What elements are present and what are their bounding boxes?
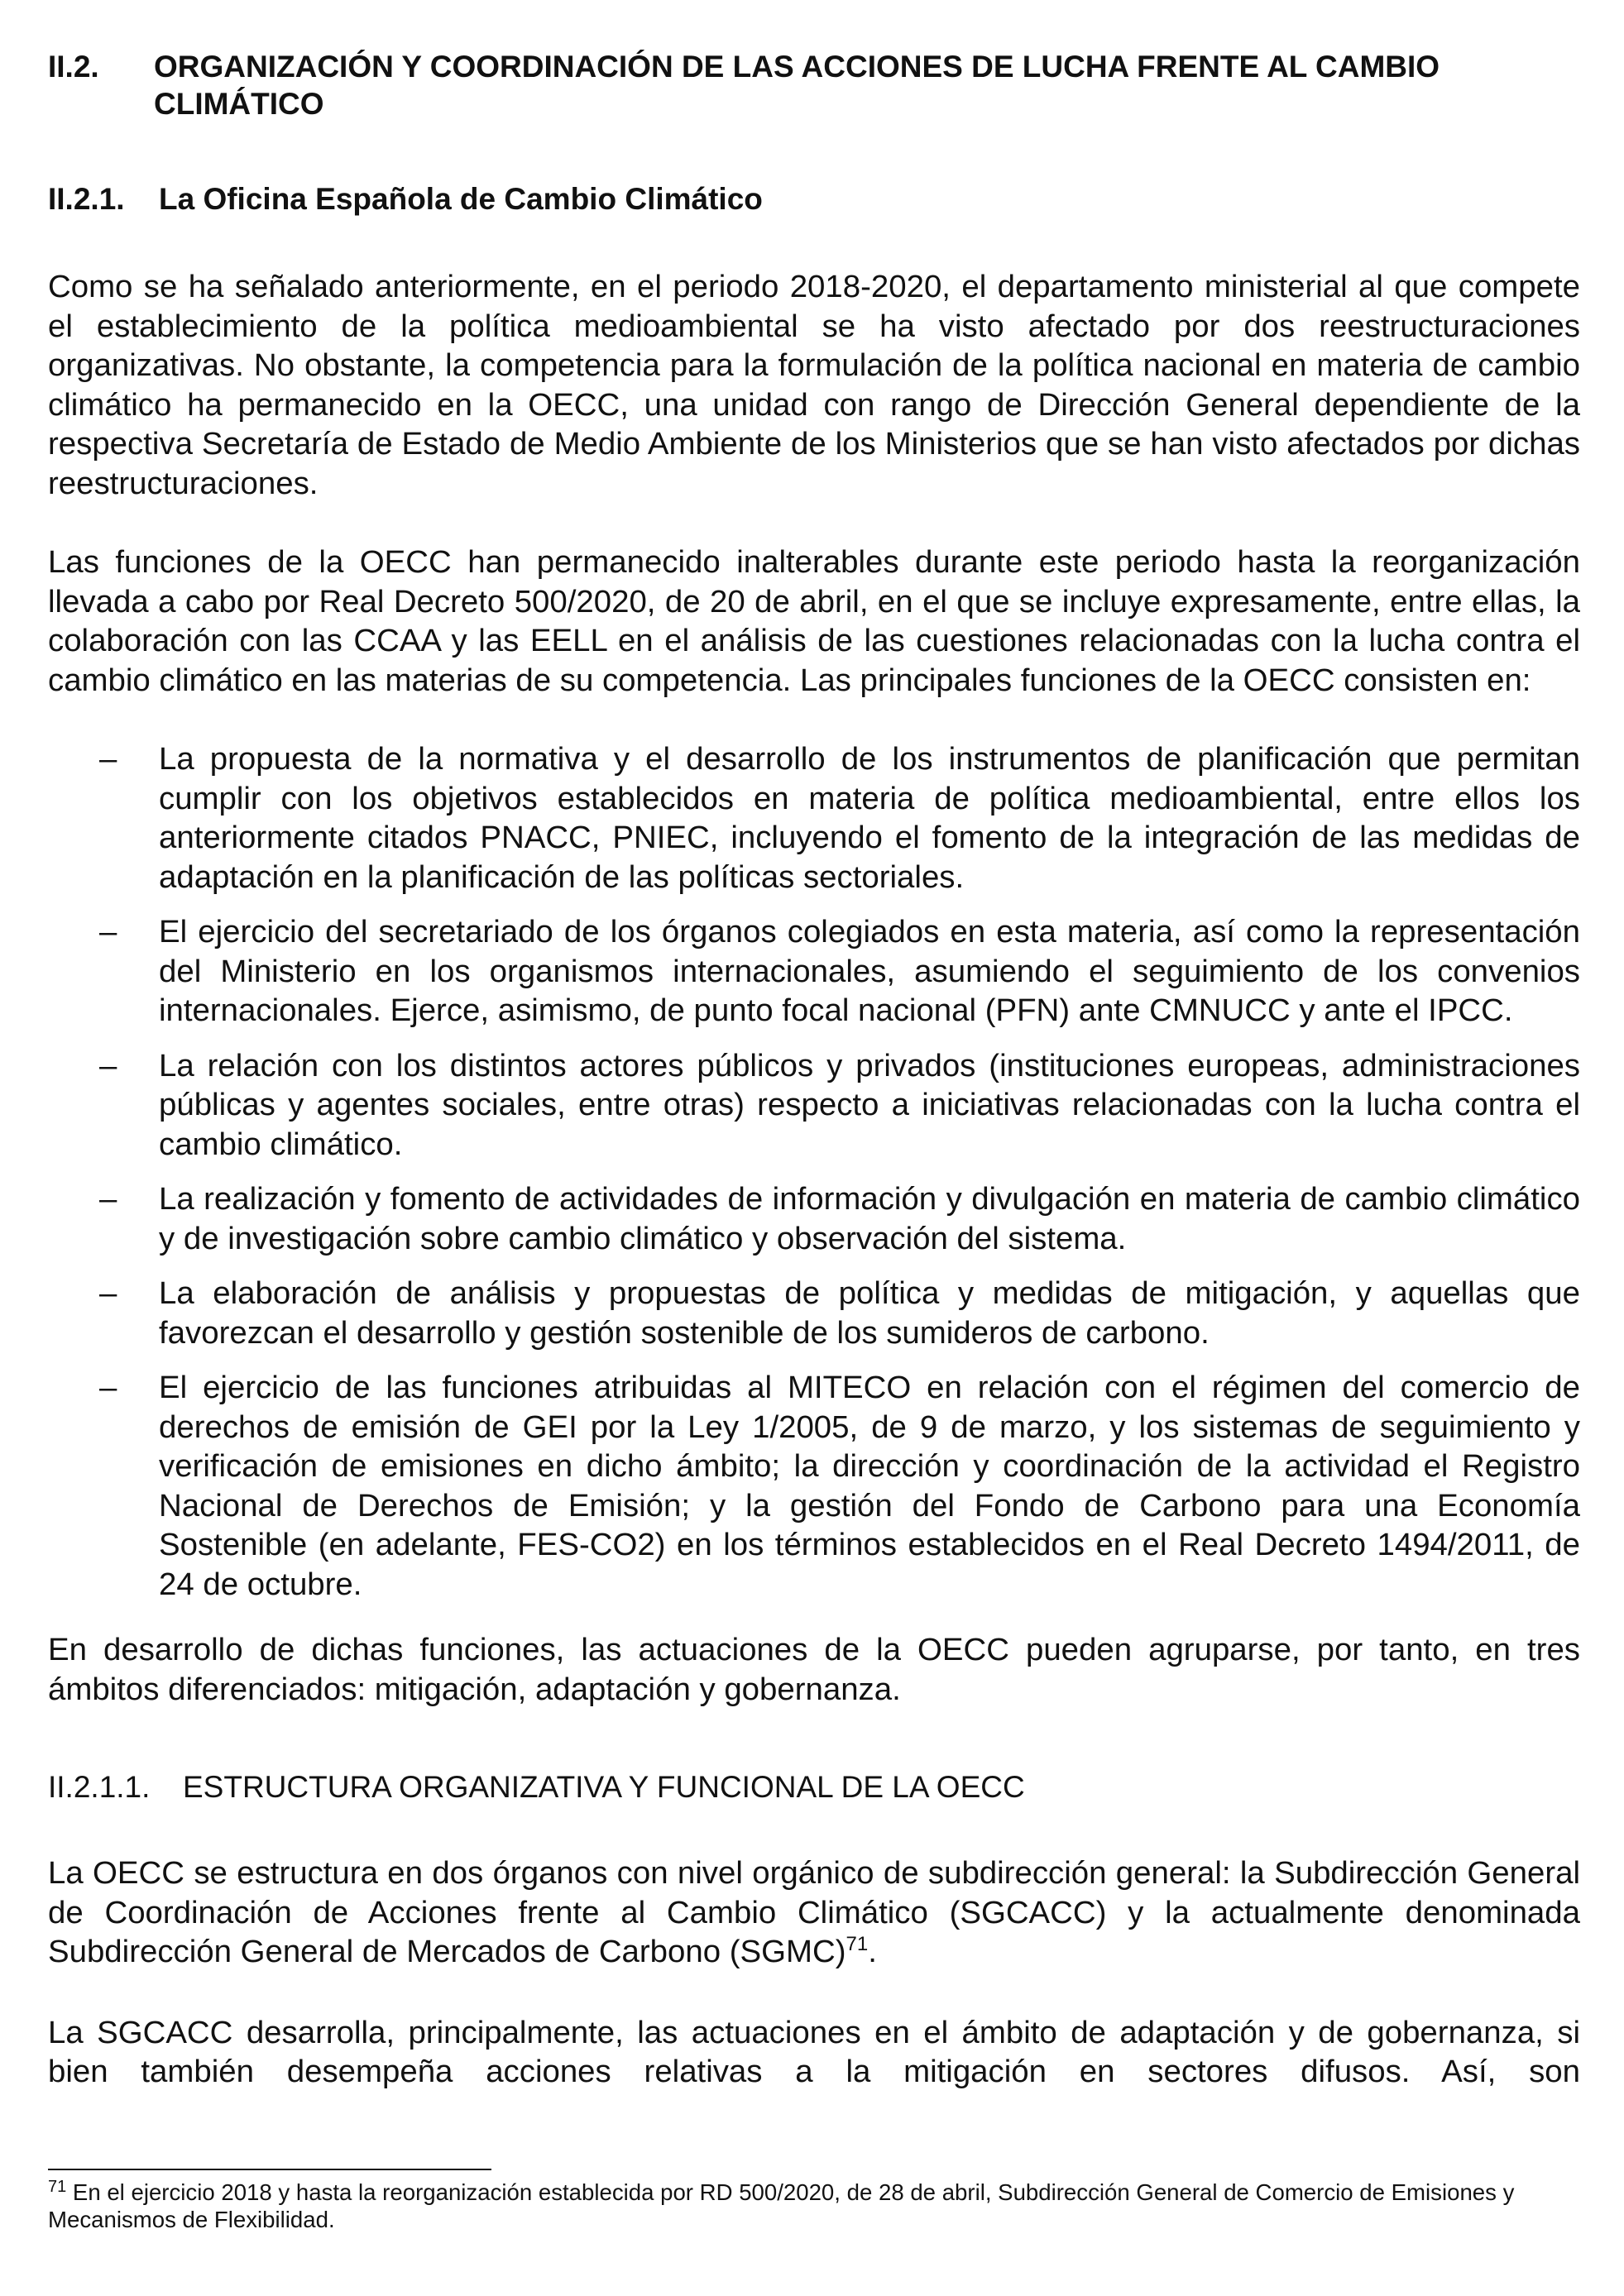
list-item-text: La propuesta de la normativa y el desarrollo de los instrumentos de planificación que permitan cumplir con los objetivos establecidos en materia de política medioambiental, entre ellos los anteriormente citados PNACC, PNIEC, incluyendo el fomento de la integración de las medidas de adaptación en la planificación de las políticas sectoriales.: [159, 741, 1580, 895]
list-item: [48, 1274, 1580, 1352]
section-heading: [48, 48, 1580, 122]
subsubsection-title: ESTRUCTURA ORGANIZATIVA Y FUNCIONAL DE LA OECC: [183, 1770, 1025, 1804]
footnote: [48, 2179, 1580, 2233]
subsection-heading: [48, 180, 1580, 218]
paragraph-structure: [48, 1854, 1580, 1972]
section-number: II.2.: [48, 50, 99, 84]
dash-marker: –: [99, 1370, 117, 1405]
subsubsection-number: II.2.1.1.: [48, 1770, 151, 1804]
paragraph-intro: Como se ha señalado anteriormente, en el periodo 2018-2020, el departamento ministerial al que compete el establecimiento de la política medioambiental se ha visto afectado por dos reestructuraciones organizativas. No obstante, la competencia para la formulación de la política nacional en materia de cambio climático ha permanecido en la OECC, una unidad con rango de Dirección General dependiente de la respectiva Secretaría de Estado de Medio Ambiente de los Ministerios que se han visto afectados por dichas reestructuraciones.: [48, 269, 1580, 501]
paragraph-sgcacc: La SGCACC desarrolla, principalmente, las actuaciones en el ámbito de adaptación y de gobernanza, si bien también desempeña acciones relativas a la mitigación en sectores difusos. Así, son: [48, 2014, 1580, 2089]
footnote-reference: 71: [846, 1933, 869, 1956]
list-item: [48, 1368, 1580, 1604]
paragraph-structure-end: .: [868, 1934, 877, 1969]
footnote-text: En el ejercicio 2018 y hasta la reorganización establecida por RD 500/2020, de 28 de abril, Subdirección General de Comercio de Emisiones y Mecanismos de Flexibilidad.: [48, 2179, 1515, 2232]
section-title: ORGANIZACIÓN Y COORDINACIÓN DE LAS ACCIONES DE LUCHA FRENTE AL CAMBIO CLIMÁTICO: [154, 50, 1440, 121]
dash-marker: –: [99, 1047, 117, 1083]
footnote-number: 71: [48, 2177, 67, 2196]
subsubsection-heading: [48, 1768, 1580, 1806]
dash-marker: –: [99, 1181, 117, 1217]
list-item: [48, 1179, 1580, 1258]
document-page: [48, 48, 1580, 2092]
list-item-text: El ejercicio de las funciones atribuidas al MITECO en relación con el régimen del comercio de derechos de emisión de GEI por la Ley 1/2005, de 9 de marzo, y los sistemas de seguimiento y verificación de emisiones en dicho ámbito; la dirección y coordinación de la actividad el Registro Nacional de Derechos de Emisión; y la gestión del Fondo de Carbono para una Economía Sostenible (en adelante, FES-CO2) en los términos establecidos en el Real Decreto 1494/2011, de 24 de octubre.: [159, 1370, 1580, 1602]
list-item: [48, 912, 1580, 1031]
list-item: [48, 739, 1580, 897]
dash-marker: –: [99, 1275, 117, 1311]
functions-list: [48, 739, 1580, 1604]
list-item-text: El ejercicio del secretariado de los órganos colegiados en esta materia, así como la representación del Ministerio en los organismos internacionales, asumiendo el seguimiento de los convenios internacionales. Ejerce, asimismo, de punto focal nacional (PFN) ante CMNUCC y ante el IPCC.: [159, 914, 1580, 1028]
subsection-number: II.2.1.: [48, 182, 125, 216]
paragraph-functions: Las funciones de la OECC han permanecido inalterables durante este periodo hasta la reorganización llevada a cabo por Real Decreto 500/2020, de 20 de abril, en el que se incluye expresamente, entre ellas, la colaboración con las CCAA y las EELL en el análisis de las cuestiones relacionadas con la lucha contra el cambio climático en las materias de su competencia. Las principales funciones de la OECC consisten en:: [48, 544, 1580, 698]
list-item: [48, 1046, 1580, 1165]
paragraph-structure-text: La OECC se estructura en dos órganos con nivel orgánico de subdirección general: la Subdirección General de Coordinación de Acciones frente al Cambio Climático (SGCACC) y la actualmente denominada Subdirección General de Mercados de Carbono (SGMC): [48, 1855, 1580, 1969]
paragraph-scopes: En desarrollo de dichas funciones, las actuaciones de la OECC pueden agruparse, por tanto, en tres ámbitos diferenciados: mitigación, adaptación y gobernanza.: [48, 1632, 1580, 1707]
subsection-title: La Oficina Española de Cambio Climático: [159, 182, 763, 216]
list-item-text: La relación con los distintos actores públicos y privados (instituciones europeas, administraciones públicas y agentes sociales, entre otras) respecto a iniciativas relacionadas con la lucha contra el cambio climático.: [159, 1047, 1580, 1162]
list-item-text: La realización y fomento de actividades de información y divulgación en materia de cambio climático y de investigación sobre cambio climático y observación del sistema.: [159, 1181, 1580, 1256]
dash-marker: –: [99, 914, 117, 949]
footnote-separator: [48, 2169, 491, 2170]
dash-marker: –: [99, 741, 117, 777]
list-item-text: La elaboración de análisis y propuestas de política y medidas de mitigación, y aquellas que favorezcan el desarrollo y gestión sostenible de los sumideros de carbono.: [159, 1275, 1580, 1351]
